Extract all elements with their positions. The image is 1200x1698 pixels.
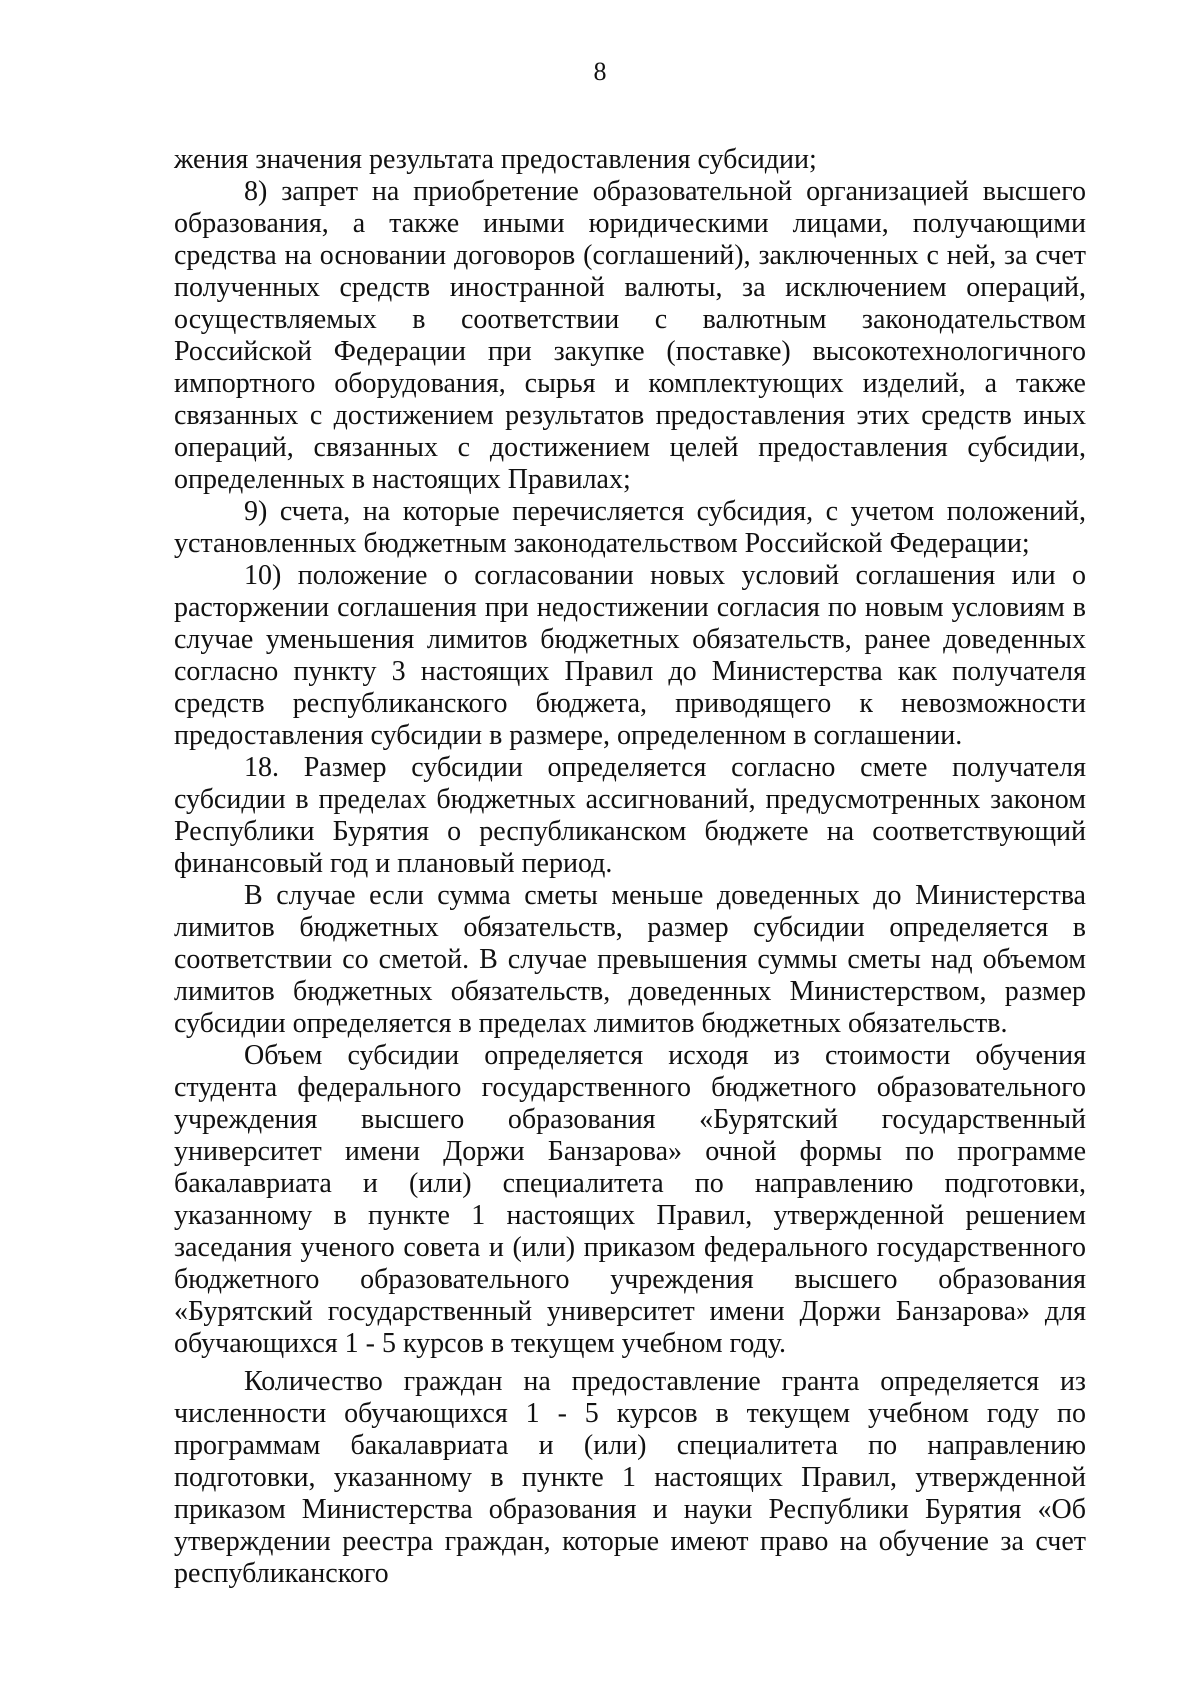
paragraph-item-9: 9) счета, на которые перечисляется субсидия, с учетом положений, установленных бюджетным законодательством Российской Федерации; (174, 496, 1086, 559)
paragraph-smeta: В случае если сумма сметы меньше доведенных до Министерства лимитов бюджетных обязательств, размер субсидии определяется в соответствии со сметой. В случае превышения суммы сметы над объемом лимитов бюджетных обязательств, доведенных Министерством, размер субсидии определяется в пределах лимитов бюджетных обязательств. (174, 880, 1086, 1039)
paragraph-subsidy-volume: Объем субсидии определяется исходя из стоимости обучения студента федерального государственного бюджетного образовательного учреждения высшего образования «Бурятский государственный университет имени Доржи Банзарова» очной формы по программе бакалавриата и (или) специалитета по направлению подготовки, указанному в пункте 1 настоящих Правил, утвержденной решением заседания ученого совета и (или) приказом федерального государственного бюджетного образовательного учреждения высшего образования «Бурятский государственный университет имени Доржи Банзарова» для обучающихся 1 - 5 курсов в текущем учебном году. (174, 1040, 1086, 1359)
page-number: 8 (593, 57, 607, 86)
paragraph-grant-count: Количество граждан на предоставление гранта определяется из численности обучающихся 1 - 5 курсов в текущем учебном году по программам бакалавриата и (или) специалитета по направлению подготовки, указанному в пункте 1 настоящих Правил, утвержденной приказом Министерства образования и науки Республики Бурятия «Об утверждении реестра граждан, которые имеют право на обучение за счет республиканского (174, 1366, 1086, 1589)
paragraph-continuation: жения значения результата предоставления субсидии; (174, 144, 817, 175)
paragraph-item-8: 8) запрет на приобретение образовательной организацией высшего образования, а также иными юридическими лицами, получающими средства на основании договоров (соглашений), заключенных с ней, за счет полученных средств иностранной валюты, за исключением операций, осуществляемых в соответствии с валютным законодательством Российской Федерации при закупке (поставке) высокотехнологичного импортного оборудования, сырья и комплектующих изделий, а также связанных с достижением результатов предоставления этих средств иных операций, связанных с достижением целей предоставления субсидии, определенных в настоящих Правилах; (174, 176, 1086, 495)
paragraph-item-10: 10) положение о согласовании новых условий соглашения или о расторжении соглашения при недостижении согласия по новым условиям в случае уменьшения лимитов бюджетных обязательств, ранее доведенных согласно пункту 3 настоящих Правил до Министерства как получателя средств республиканского бюджета, приводящего к невозможности предоставления субсидии в размере, определенном в соглашении. (174, 560, 1086, 751)
document-body (174, 144, 1086, 1590)
paragraph-section-18: 18. Размер субсидии определяется согласно смете получателя субсидии в пределах бюджетных ассигнований, предусмотренных законом Республики Бурятия о республиканском бюджете на соответствующий финансовый год и плановый период. (174, 752, 1086, 879)
